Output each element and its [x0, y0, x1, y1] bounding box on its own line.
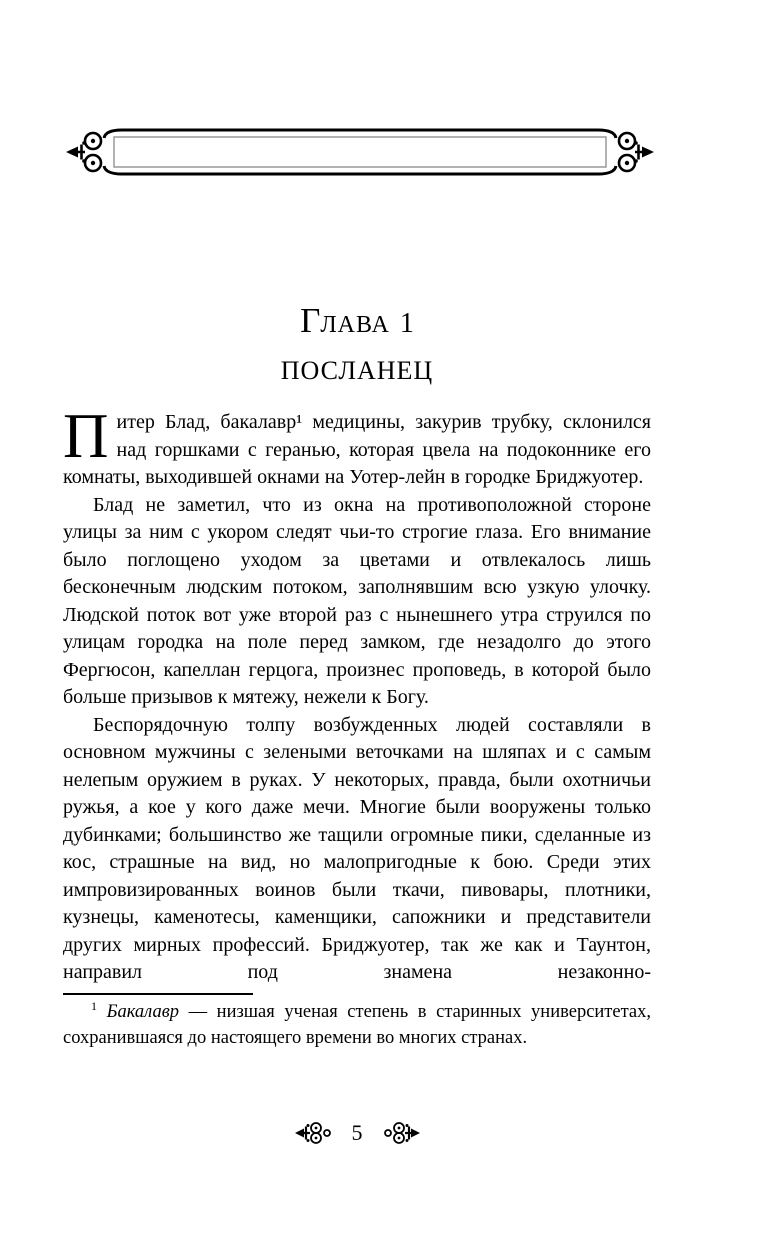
paragraph: Беспорядочную толпу возбужденных людей составляли в основном мужчины с зелеными веточками на шляпах и с самым нелепым оружием в руках. У некоторых, правда, были охотничьи ружья, а кое у кого даже мечи. Многие были вооружены только дубинками; большинство же тащили огромные пики, сделанные из кос, страшные на вид, но малопригодные к бою. Среди этих импровизированных воинов были ткачи, пивовары, плотники, кузнецы, каменотесы, каменщики, сапожники и представители других мирных профессий. Бриджуотер, так же как и Таунтон, направил под знамена незаконно-: [63, 713, 651, 983]
footer-ornament-right-icon: [381, 1120, 421, 1146]
page-footer: [63, 1119, 651, 1147]
header-ornament-frame: [64, 126, 656, 178]
footnote-body: — низшая ученая степень в старинных университетах, сохранившаяся до настоящего времени во многих странах.: [63, 1001, 651, 1048]
chapter-word-rest: ЛАВА: [320, 312, 390, 338]
chapter-word-initial: Г: [300, 301, 321, 340]
footnote-text: [63, 999, 651, 1051]
footnote-marker: 1: [91, 998, 97, 1013]
footer-ornament-left-icon: [294, 1120, 334, 1146]
footnote-term: Бакалавр: [106, 1001, 180, 1022]
footnote-rule: [63, 993, 253, 995]
paragraph-text: итер Блад, бакалавр¹ медицины, закурив трубку, склонился над горшками с геранью, которая цвела на подоконнике его комнаты, выходившей окнами на Уотер-лейн в городке Бриджуотер.: [63, 411, 651, 488]
paragraph: [63, 401, 651, 492]
chapter-heading: [63, 301, 651, 341]
dropcap: П: [63, 401, 109, 471]
section-title: ПОСЛАНЕЦ: [280, 356, 434, 385]
chapter-number: 1: [399, 308, 414, 339]
paragraph: Блад не заметил, что из окна на противоположной стороне улицы за ним с укором следят чьи-то строгие глаза. Его внимание было поглощено уходом за цветами и отвлекалось лишь бесконечным людским потоком, заполнявшим всю узкую улочку. Людской поток вот уже второй раз с нынешнего утра струился по улицам городка на поле перед замком, где незадолго до этого Фергюсон, капеллан герцога, произнес проповедь, в которой было больше призывов к мятежу, нежели к Богу.: [63, 493, 651, 708]
body-text: [63, 401, 651, 1051]
footnote: [63, 993, 651, 1051]
page-number: 5: [351, 1120, 363, 1145]
